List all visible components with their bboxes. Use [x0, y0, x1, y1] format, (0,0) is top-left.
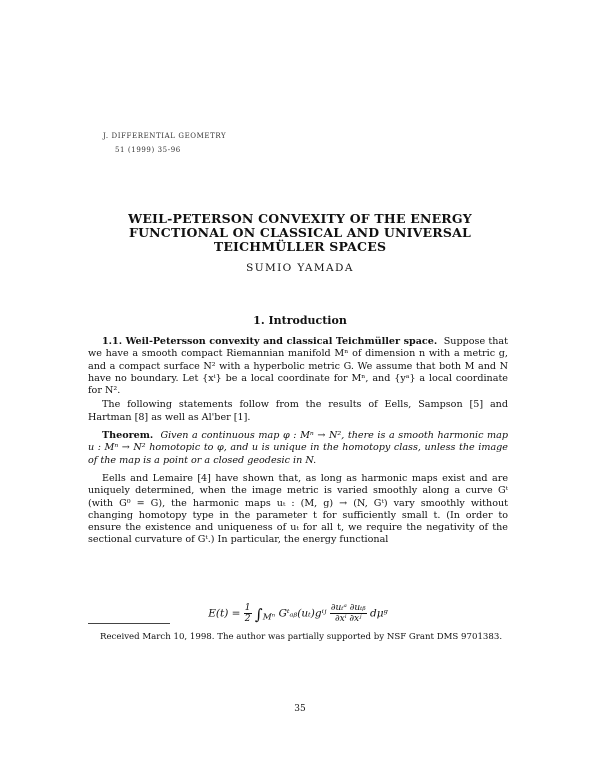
theorem-text: Given a continuous map φ : Mⁿ → N², there is a smooth harmonic map u : Mⁿ → N² homotopic to φ, and u is unique in the homotopy class, unless the image of the map is a point or a closed geodesic in N. — [88, 430, 508, 466]
integral-domain: Mⁿ — [262, 612, 276, 623]
subsection-paragraph — [88, 336, 508, 397]
journal-citation: 51 (1999) 35-96 — [115, 146, 181, 154]
energy-equation — [88, 603, 508, 624]
coefficient-denominator: 2 — [244, 614, 251, 624]
section-heading: 1. Introduction — [253, 314, 347, 327]
paragraph-3: Eells and Lemaire [4] have shown that, as long as harmonic maps exist and are uniquely determined, when the image metric is varied smoothly along a curve Gᵗ (with G⁰ = G), the harmonic maps uₜ : (M, g) → (N, Gᵗ) vary smoothly without changing homotopy type in the parameter t for sufficiently small t. (In order to ensure the existence and uniqueness of uₜ for all t, we require the negativity of the sectional curvature of Gᵗ.) In particular, the energy functional — [88, 472, 508, 546]
theorem-block — [88, 430, 508, 467]
journal-name: J. DIFFERENTIAL GEOMETRY — [103, 132, 227, 140]
coefficient-numerator: 1 — [244, 603, 251, 613]
theorem-label: Theorem. — [102, 430, 154, 442]
equation-measure: dμᵍ — [370, 607, 388, 620]
equation-lhs: E(t) = — [208, 607, 241, 620]
title-line-3: TEICHMÜLLER SPACES — [213, 239, 387, 254]
body-block-1 — [88, 336, 508, 547]
journal-header — [103, 129, 226, 157]
page-number: 35 — [294, 704, 306, 714]
derivative-numerator: ∂uₜᵃ ∂uₜᵦ — [330, 603, 366, 613]
subsection-heading: 1.1. Weil-Petersson convexity and classical Teichmüller space. — [102, 336, 438, 347]
equation-integrand: Gᵗₐᵦ(uₜ)gⁱʲ — [278, 607, 327, 620]
author-name: SUMIO YAMADA — [246, 262, 354, 274]
footnote: Received March 10, 1998. The author was partially supported by NSF Grant DMS 9701383. — [100, 632, 503, 642]
title-line-1: WEIL-PETERSON CONVEXITY OF THE ENERGY — [128, 211, 472, 226]
integral-sign: ∫ — [254, 605, 263, 624]
equation-coefficient — [244, 603, 252, 624]
footnote-rule — [88, 623, 170, 624]
paragraph-1: Suppose that we have a smooth compact Riemannian manifold Mⁿ of dimension n with a metric g, and a compact surface N² with a hyperbolic metric G. We assume that both M and N have no boundary. Let {xⁱ} be a local coordinate for Mⁿ, and {yᵃ} a local coordinate for N². — [88, 336, 508, 397]
derivative-denominator: ∂xⁱ ∂xʲ — [334, 614, 362, 624]
paper-title — [100, 212, 500, 254]
title-line-2: FUNCTIONAL ON CLASSICAL AND UNIVERSAL — [129, 225, 471, 240]
equation-derivative-fraction — [330, 603, 367, 624]
paragraph-2: The following statements follow from the results of Eells, Sampson [5] and Hartman [8] as well as Al'ber [1]. — [88, 399, 508, 423]
